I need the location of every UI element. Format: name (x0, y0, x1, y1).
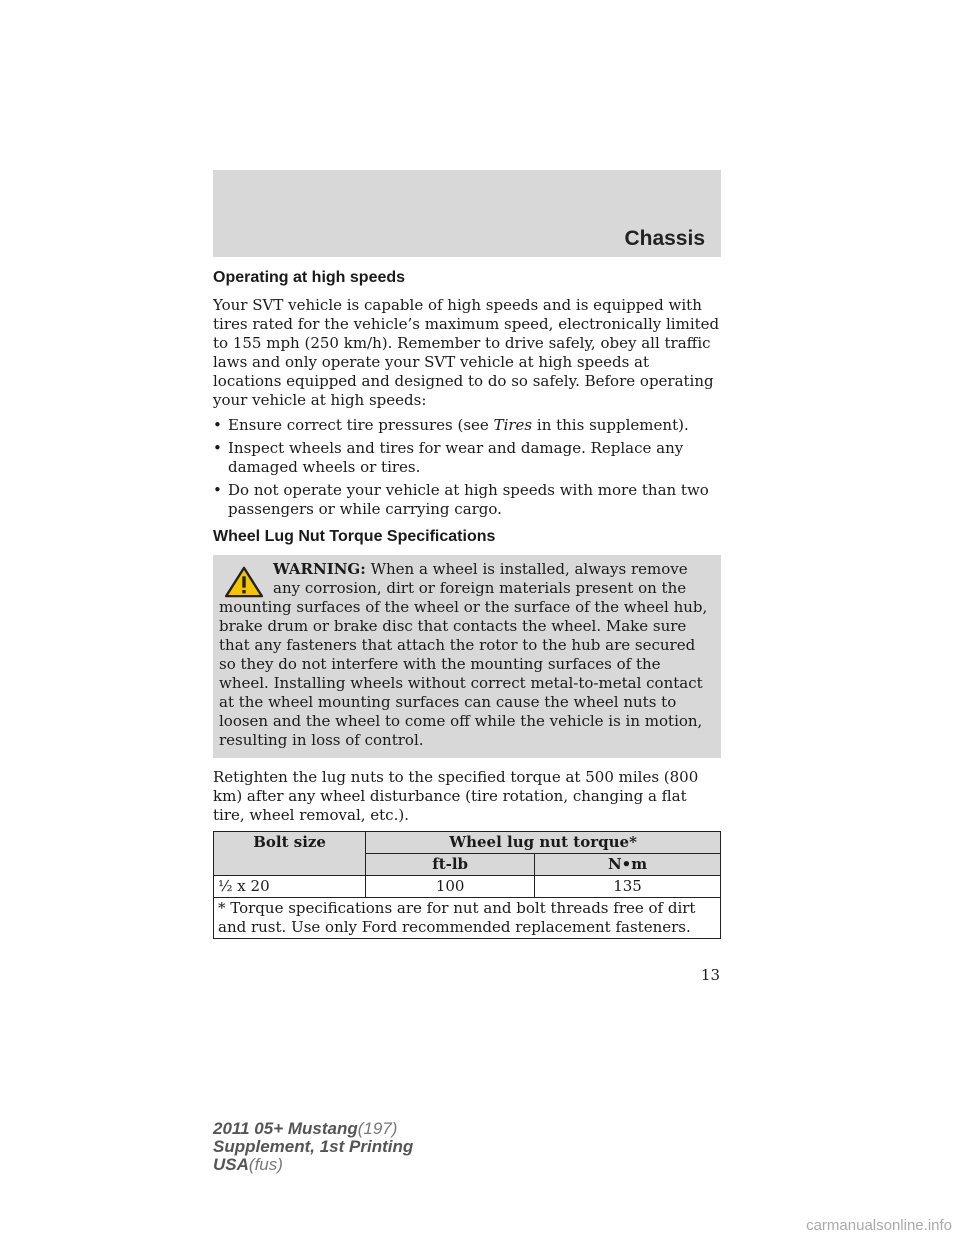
torque-table (213, 831, 721, 939)
list-item: • Ensure correct tire pressures (see Tires in this supplement). (213, 416, 689, 434)
table-row (214, 876, 721, 898)
document-footer (213, 1120, 413, 1174)
bullet-icon: • (213, 481, 222, 499)
footer-market: USA (213, 1155, 249, 1174)
bullet-icon: • (213, 439, 222, 457)
table-footnote: * Torque specifications are for nut and bolt threads free of dirt and rust. Use only Ford recommended replacement fasteners. (214, 898, 721, 939)
page-content (213, 268, 721, 939)
cell-ftlb: 100 (366, 876, 535, 898)
retighten-text: Retighten the lug nuts to the specified torque at 500 miles (800 km) after any wheel disturbance (tire rotation, changing a flat tire, wheel removal, etc.). (213, 768, 699, 824)
table-header-row (214, 832, 721, 854)
col-header-bolt-size: Bolt size (214, 832, 366, 876)
bullet-icon: • (213, 416, 222, 434)
footer-printing: Supplement, 1st Printing (213, 1137, 414, 1156)
high-speed-intro: Your SVT vehicle is capable of high speeds and is equipped with tires rated for the vehicle’s maximum speed, electronically limited to 155 mph (250 km/h). Remember to drive safely, obey all traffic laws and only operate your SVT vehicle at high speeds at locations equipped and designed to do so safely. Before operating your vehicle at high speeds: (213, 296, 720, 409)
list-item: • Do not operate your vehicle at high speeds with more than two passengers or while carrying cargo. (213, 481, 709, 518)
footer-model: 2011 05+ Mustang (213, 1119, 358, 1138)
footer-market-code: (fus) (248, 1155, 283, 1174)
page-number: 13 (700, 966, 720, 984)
footer-model-code: (197) (357, 1119, 398, 1138)
high-speed-list (213, 416, 721, 519)
heading-high-speeds: Operating at high speeds (213, 269, 406, 286)
warning-box (213, 555, 721, 758)
section-title: Chassis (624, 227, 705, 250)
warning-label: WARNING: (273, 560, 366, 578)
cell-nm: 135 (535, 876, 721, 898)
tires-reference: Tires (493, 416, 533, 434)
table-footnote-row (214, 898, 721, 939)
heading-lug-nut-torque: Wheel Lug Nut Torque Specifications (213, 528, 496, 545)
section-header (213, 170, 721, 257)
col-header-torque: Wheel lug nut torque* (366, 832, 721, 854)
list-item: • Inspect wheels and tires for wear and damage. Replace any damaged wheels or tires. (213, 439, 684, 476)
cell-bolt-size: ½ x 20 (214, 876, 366, 898)
warning-triangle-icon (223, 566, 265, 598)
warning-text: When a wheel is installed, always remove any corrosion, dirt or foreign materials present on the mounting surfaces of the wheel or the surface of the wheel hub, brake drum or brake disc that contacts the wheel. Make sure that any fasteners that attach the rotor to the hub are secured so they do not interfere with the mounting surfaces of the wheel. Installing wheels without correct metal-to-metal contact at the wheel mounting surfaces can cause the wheel nuts to loosen and the wheel to come off while the vehicle is in motion, resulting in loss of control. (219, 560, 708, 749)
unit-nm: N•m (535, 854, 721, 876)
watermark: carmanualsonline.info (806, 1217, 952, 1234)
unit-ftlb: ft-lb (366, 854, 535, 876)
